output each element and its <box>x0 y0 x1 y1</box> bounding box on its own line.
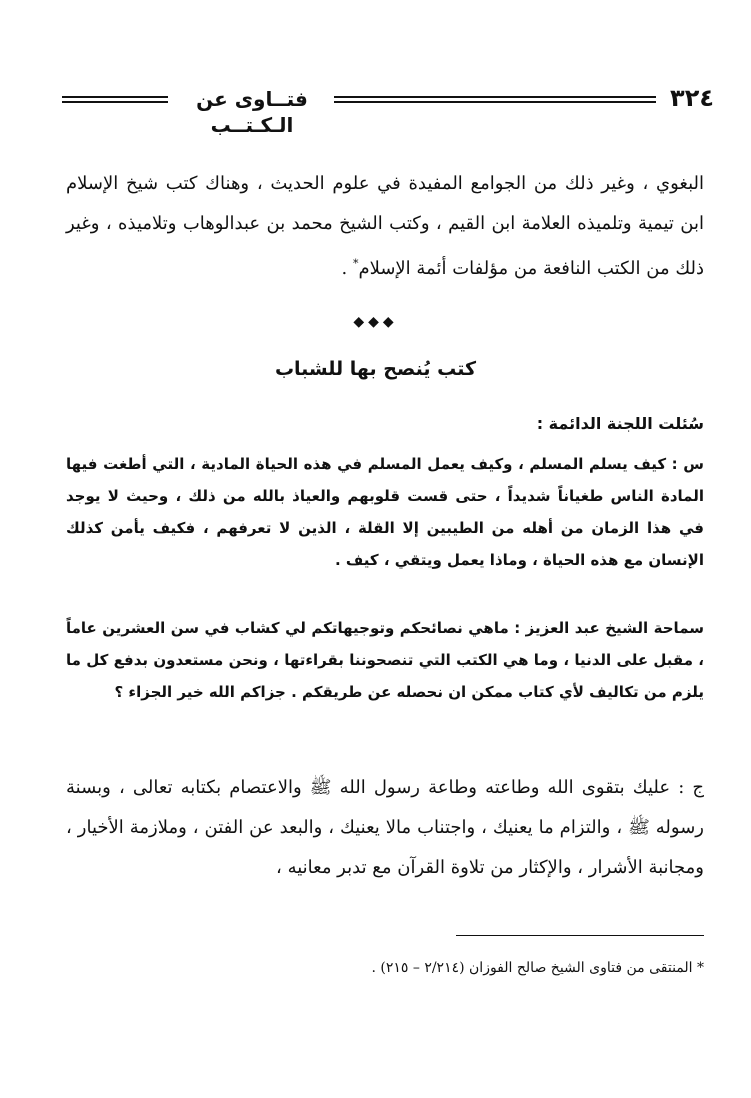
running-header <box>62 82 714 137</box>
footnote: * المنتقى من فتاوى الشيخ صالح الفوزان (٢/٢١٤ – ٢١٥) . <box>371 960 704 976</box>
intro-paragraph <box>66 164 704 289</box>
question-paragraph-2: سماحة الشيخ عبد العزيز : ماهي نصائحكم وتوجيهاتكم لي كشاب في سن العشرين عاماً ، مقبل على الدنيا ، وما هي الكتب التي تنصحوننا بقراءتها ، ونحن مستعدون بدفع كل ما يلزم من تكاليف لأي كتاب ممكن ان نحصله عن طريقكم . جزاكم الله خير الجزاء ؟ <box>66 619 704 701</box>
section-title: كتب يُنصح بها للشباب <box>274 358 477 380</box>
header-rule-right <box>334 96 656 103</box>
intro-end: . <box>341 258 353 279</box>
footnote-rule <box>456 935 704 936</box>
question-paragraph-1: س : كيف يسلم المسلم ، وكيف يعمل المسلم في هذه الحياة المادية ، التي أطغت فيها المادة الناس طغياناً شديداً ، حتى قست قلوبهم والعياذ بالله من ذلك ، وحيث لا يوجد في هذا الزمان من أهله من الطيبين إلا القلة ، الذين لا تعرفهم ، فكيف يأمن كذلك الإنسان مع هذه الحياة ، وماذا يعمل ويتقي ، كيف . <box>66 455 704 569</box>
section-separator: ◆◆◆ <box>353 314 398 330</box>
footnote-mark: * <box>352 257 359 270</box>
running-title: فتــاوى عن الـكـتــب <box>196 87 308 137</box>
page-number: ٣٢٤ <box>670 84 714 112</box>
header-rule-left <box>62 96 168 103</box>
answer-paragraph: ج : عليك بتقوى الله وطاعته وطاعة رسول الله ﷺ والاعتصام بكتابه تعالى ، وبسنة رسوله ﷺ ، والتزام ما يعنيك ، واجتناب مالا يعنيك ، والبعد عن الفتن ، وملازمة الأخيار ، ومجانبة الأشرار ، والإكثار من تلاوة القرآن مع تدبر معانيه ، <box>66 777 704 878</box>
intro-text: البغوي ، وغير ذلك من الجوامع المفيدة في علوم الحديث ، وهناك كتب شيخ الإسلام ابن تيمية وتلميذه العلامة ابن القيم ، وكتب الشيخ محمد بن عبدالوهاب وتلاميذه ، وغير ذلك من الكتب النافعة من مؤلفات أئمة الإسلام <box>66 173 704 279</box>
asker-line: سُئلت اللجنة الدائمة : <box>536 414 704 433</box>
